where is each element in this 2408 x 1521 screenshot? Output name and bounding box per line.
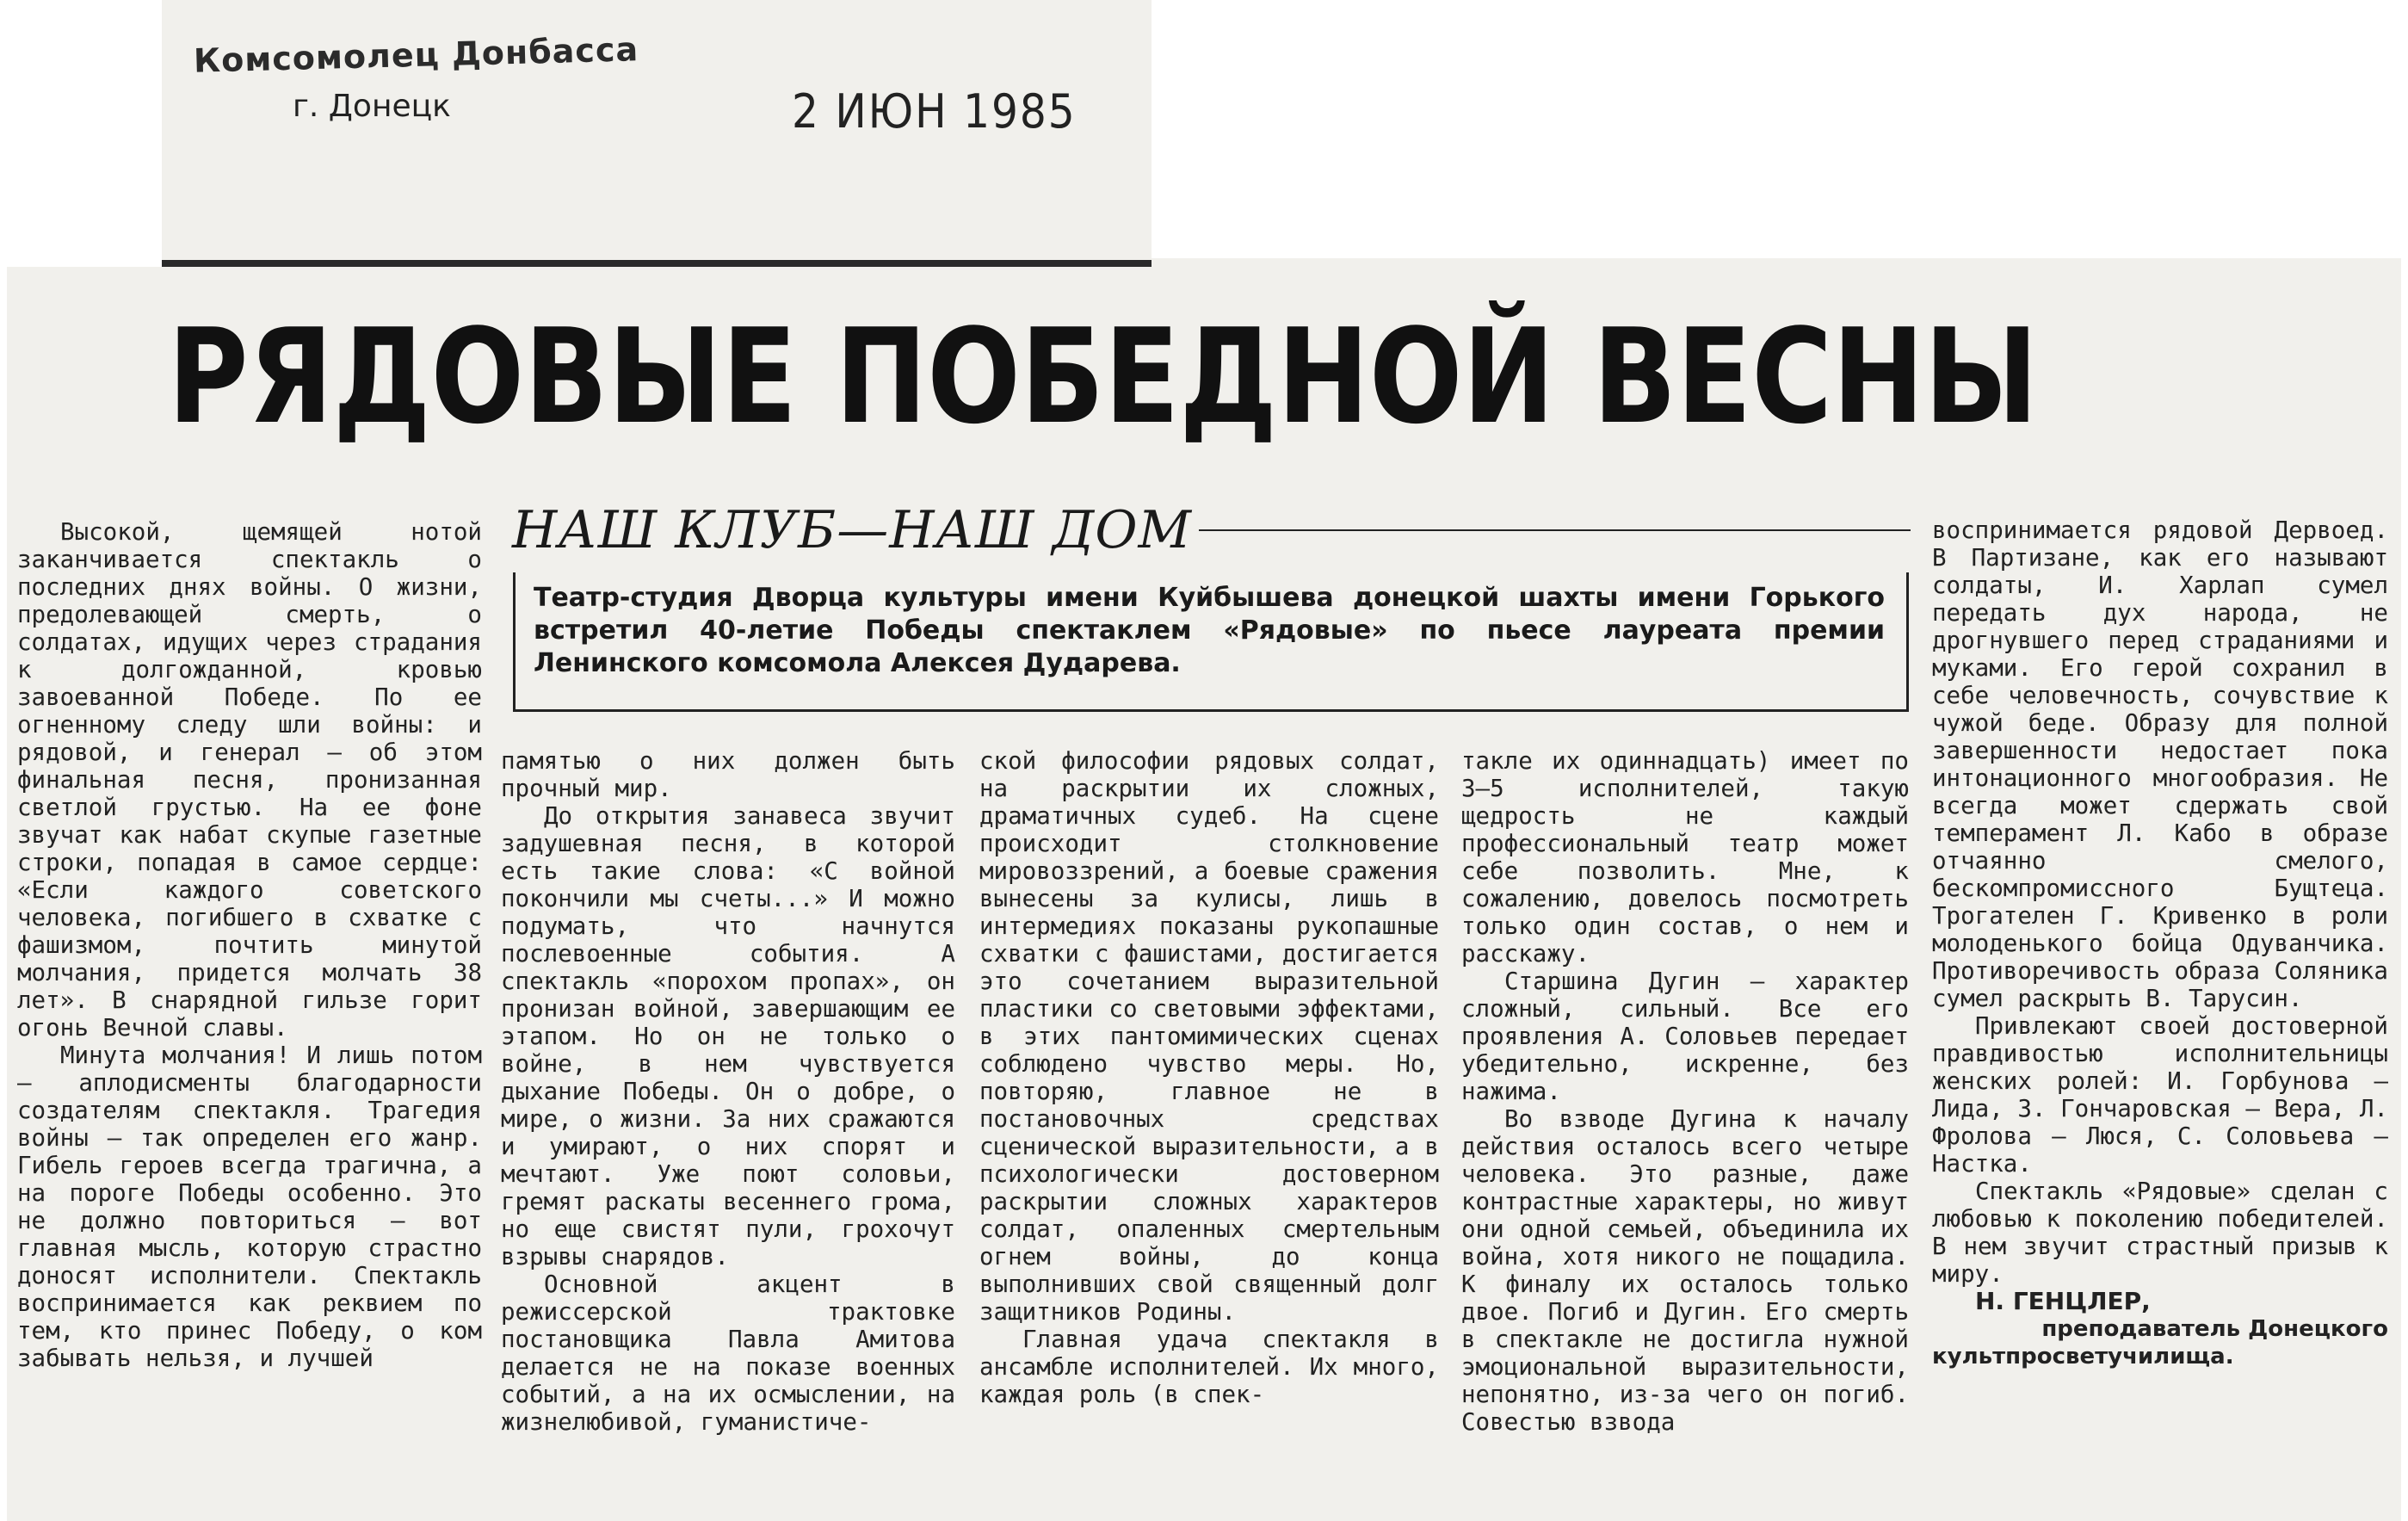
paragraph: такле их одиннадцать) имеет по 3—5 исполнителей, такую щедрость не каждый профессиональный театр может себе позволить. Мне, к сожалению, довелось посмотреть только один состав, о нем и расскажу. [1461,747,1909,968]
author-title: преподаватель Донецкого культпросветучилища. [1932,1316,2388,1370]
paragraph: Главная удача спектакля в ансамбле исполнителей. Их много, каждая роль (в спек- [979,1326,1439,1408]
rubric [512,500,1911,560]
paragraph: Привлекают своей достоверной правдивостью исполнительницы женских ролей: И. Горбунова — Лида, З. Гончаровская — Вера, Л. Фролова — Люся, С. Соловьева — Настка. [1932,1012,2388,1178]
paragraph: Во взводе Дугина к началу действия осталось всего четыре человека. Это разные, даже контрастные характеры, но живут они одной семьей, объединила их война, хотя никого не пощадила. К финалу их осталось только двое. Погиб и Дугин. Его смерть в спектакле не достигла нужной эмоциональной выразительности, непонятно, из-за чего он погиб. Совестью взвода [1461,1105,1909,1436]
newspaper-stamp: Комсомолец Донбасса [193,30,639,80]
article-column-1 [17,518,482,1517]
article-column-4 [1461,747,1909,1517]
article-lead: Театр-студия Дворца культуры имени Куйбышева донецкой шахты имени Горького встретил 40-летие Победы спектаклем «Рядовые» по пьесе лауреата премии Ленинского комсомола Алексея Дударева. [534,583,1885,678]
newspaper-city: г. Донецк [293,89,451,124]
author-name: Н. ГЕНЦЛЕР, [1975,1287,2151,1315]
paragraph: Старшина Дугин — характер сложный, сильный. Все его проявления А. Соловьев передает убедительно, искренне, без нажима. [1461,968,1909,1105]
paragraph: памятью о них должен быть прочный мир. [501,747,955,802]
paragraph: До открытия занавеса звучит задушевная песня, в которой есть такие слова: «С войной покончили мы счеты...» И можно подумать, что начнутся послевоенные события. А спектакль «порохом пропах», он пронизан войной, завершающим ее этапом. Но он не только о войне, в нем чувствуется дыхание Победы. Он о добре, о мире, о жизни. За них сражаются и умирают, о них спорят и мечтают. Уже поют соловьи, гремят раскаты весеннего грома, но еще свистят пули, грохочут взрывы снарядов. [501,802,955,1271]
paragraph: Минута молчания! И лишь потом — аплодисменты благодарности создателям спектакля. Трагедия войны — так определен его жанр. Гибель героев всегда трагична, а на пороге Победы особенно. Это не должно повториться — вот главная мысль, которую страстно доносят исполнители. Спектакль воспринимается как реквием по тем, кто принес Победу, о ком забывать нельзя, и лучшей [17,1042,482,1372]
article-column-3 [979,747,1439,1517]
paragraph: воспринимается рядовой Дервоед. В Партизане, как его называют солдаты, И. Харлап сумел передать дух народа, не дрогнувшего перед страданиями и муками. Его герой сохранил в себе человечность, сочувствие к чужой беде. Образу для полной завершенности недостает пока интонационного многообразия. Не всегда может сдержать свой темперамент Л. Кабо в образе отчаянно смелого, бескомпромиссного Бущтеца. Трогателен Г. Кривенко в роли молоденького бойца Одуванчика. Противоречивость образа Соляника сумел раскрыть В. Тарусин. [1932,516,2388,1012]
article-column-5 [1932,516,2388,1517]
paragraph: Высокой, щемящей нотой заканчивается спектакль о последних днях войны. О жизни, предолевающей смерть, о солдатах, идущих через страдания к долгожданной, кровью завоеванной Победе. По ее огненному следу шли войны: и рядовой, и генерал — об этом финальная песня, пронизанная светлой грустью. На ее фоне звучат как набат скупые газетные строки, попадая в самое сердце: «Если каждого советского человека, погибшего в схватке с фашизмом, почтить минутой молчания, придется молчать 38 лет». В снарядной гильзе горит огонь Вечной славы. [17,518,482,1042]
paragraph: ской философии рядовых солдат, на раскрытии их сложных, драматичных судеб. На сцене происходит столкновение мировоззрений, а боевые сражения вынесены за кулисы, лишь в интермедиях показаны рукопашные схватки с фашистами, достигается это сочетанием выразительной пластики со световыми эффектами, в этих пантомимических сценах соблюдено чувство меры. Но, повторяю, главное не в постановочных средствах сценической выразительности, а в психологически достоверном раскрытии сложных характеров солдат, опаленных смертельным огнем войны, до конца выполнивших свой священный долг защитников Родины. [979,747,1439,1326]
rubric-rule [1199,529,1911,531]
clipping-cut-line [162,260,1152,267]
paragraph: Спектакль «Рядовые» сделан с любовью к поколению победителей. В нем звучит страстный призыв к миру. [1932,1178,2388,1288]
paragraph: Основной акцент в режиссерской трактовке постановщика Павла Амитова делается не на показе военных событий, а на их осмыслении, на жизнелюбивой, гуманистиче- [501,1271,955,1436]
article-headline: РЯДОВЫЕ ПОБЕДНОЙ ВЕСНЫ [168,300,2039,453]
rubric-title: НАШ КЛУБ—НАШ ДОМ [512,500,1192,560]
article-column-2 [501,747,955,1517]
date-stamp: 2 ИЮН 1985 [792,84,1077,139]
